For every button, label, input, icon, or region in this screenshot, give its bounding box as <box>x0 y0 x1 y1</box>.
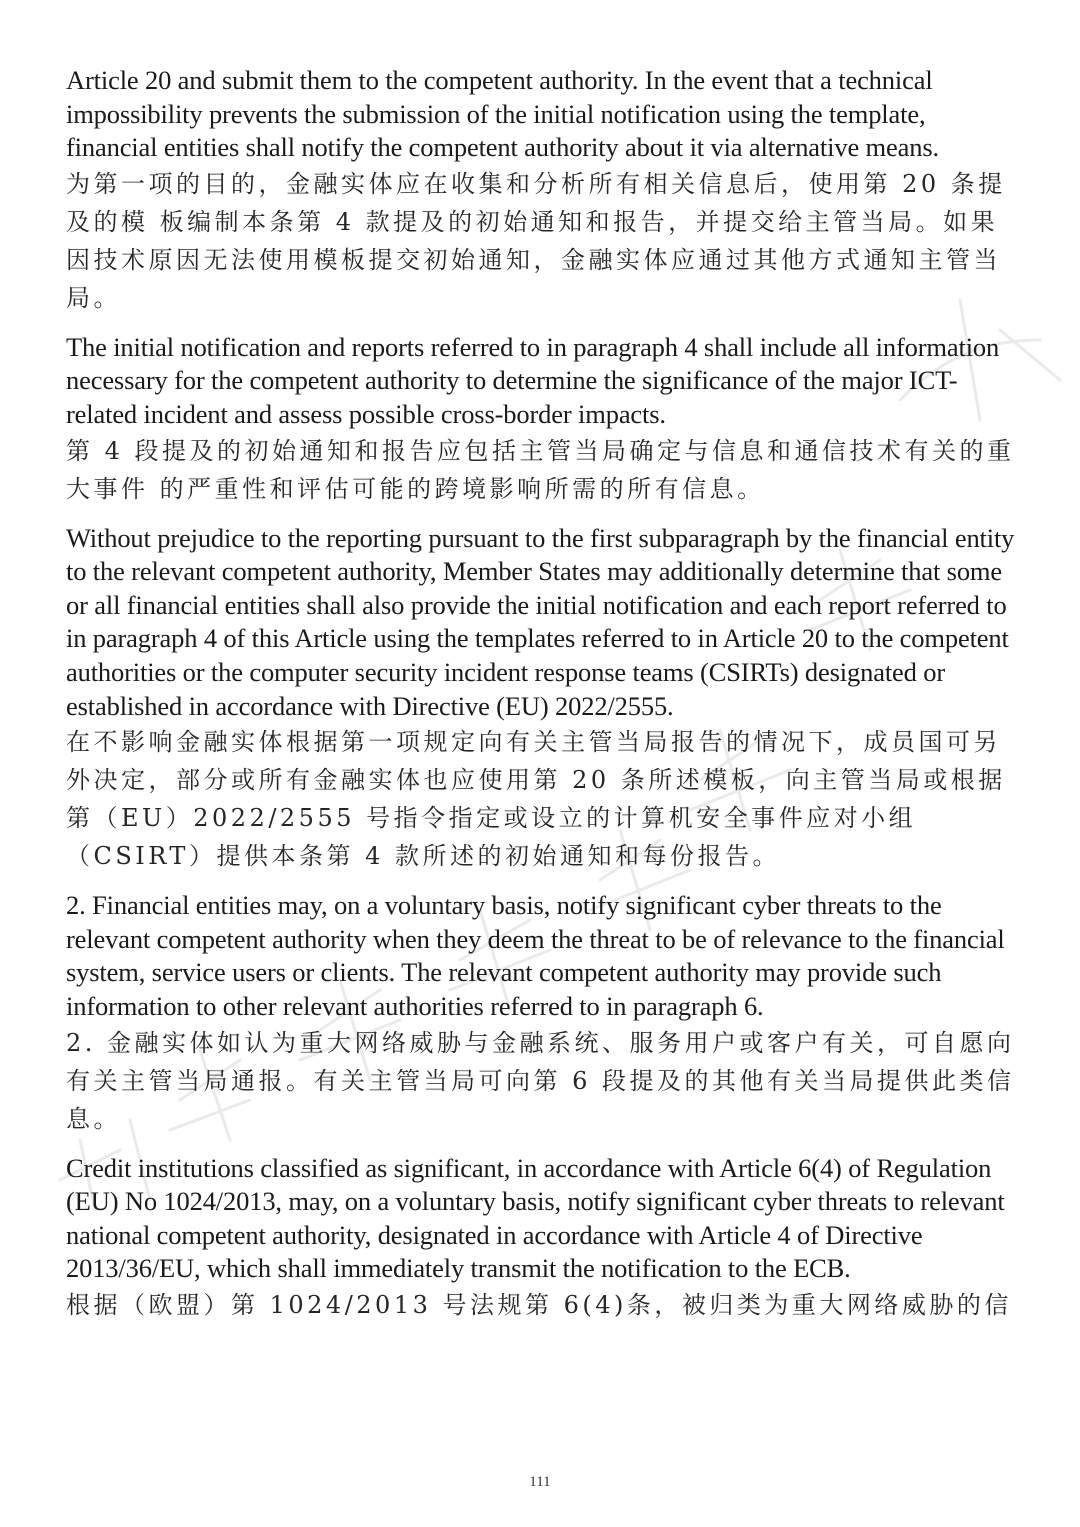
paragraph-4 <box>66 889 1016 1137</box>
page-number: 111 <box>529 1474 551 1490</box>
paragraph-3 <box>66 522 1016 876</box>
paragraph-1-chinese: 为第一项的目的，金融实体应在收集和分析所有相关信息后，使用第 20 条提及的模 板编制本条第 4 款提及的初始通知和报告，并提交给主管当局。如果因技术原因无法使用模板提交初始通知，金融实体应通过其他方式通知主管当局。 <box>66 169 1006 312</box>
paragraph-5-english: Credit institutions classified as significant, in accordance with Article 6(4) of Regulation (EU) No 1024/2013, may, on a voluntary basis, notify significant cyber threats to relevant national competent authority, designated in accordance with Article 4 of Directive 2013/36/EU, which shall immediately transmit the notification to the ECB. <box>66 1152 1005 1284</box>
paragraph-2 <box>66 331 1016 508</box>
document-body <box>66 64 1016 1324</box>
paragraph-5 <box>66 1152 1016 1324</box>
paragraph-1 <box>66 64 1016 317</box>
paragraph-3-chinese: 在不影响金融实体根据第一项规定向有关主管当局报告的情况下，成员国可另外决定，部分或所有金融实体也应使用第 20 条所述模板，向主管当局或根据第（EU）2022/2555 号指令指定或设立的计算机安全事件应对小组（CSIRT）提供本条第 4 款所述的初始通知和每份报告。 <box>66 728 1006 871</box>
paragraph-4-english: 2. Financial entities may, on a voluntary basis, notify significant cyber threats to the relevant competent authority when they deem the threat to be of relevance to the financial system, service users or clients. The relevant competent authority may provide such information to other relevant authorities referred to in paragraph 6. <box>66 890 1005 1021</box>
paragraph-2-chinese: 第 4 段提及的初始通知和报告应包括主管当局确定与信息和通信技术有关的重大事件 的严重性和评估可能的跨境影响所需的所有信息。 <box>66 436 1015 503</box>
paragraph-4-chinese: 2. 金融实体如认为重大网络威胁与金融系统、服务用户或客户有关，可自愿向有关主管当局通报。有关主管当局可向第 6 段提及的其他有关当局提供此类信息。 <box>66 1028 1015 1133</box>
paragraph-5-chinese: 根据（欧盟）第 1024/2013 号法规第 6(4)条，被归类为重大网络威胁的信 <box>66 1290 1012 1319</box>
paragraph-2-english: The initial notification and reports referred to in paragraph 4 shall include all information necessary for the competent authority to determine the significance of the major ICT-related incident and assess possible cross-border impacts. <box>66 331 1000 429</box>
paragraph-3-english: Without prejudice to the reporting pursuant to the first subparagraph by the financial entity to the relevant competent authority, Member States may additionally determine that some or all financial entities shall also provide the initial notification and each report referred to in paragraph 4 of this Article using the templates referred to in Article 20 to the competent authorities or the computer security incident response teams (CSIRTs) designated or established in accordance with Directive (EU) 2022/2555. <box>66 522 1015 721</box>
paragraph-1-english: Article 20 and submit them to the competent authority. In the event that a technical impossibility prevents the submission of the initial notification using the template, financial entities shall notify the competent authority about it via alternative means. <box>66 65 939 163</box>
